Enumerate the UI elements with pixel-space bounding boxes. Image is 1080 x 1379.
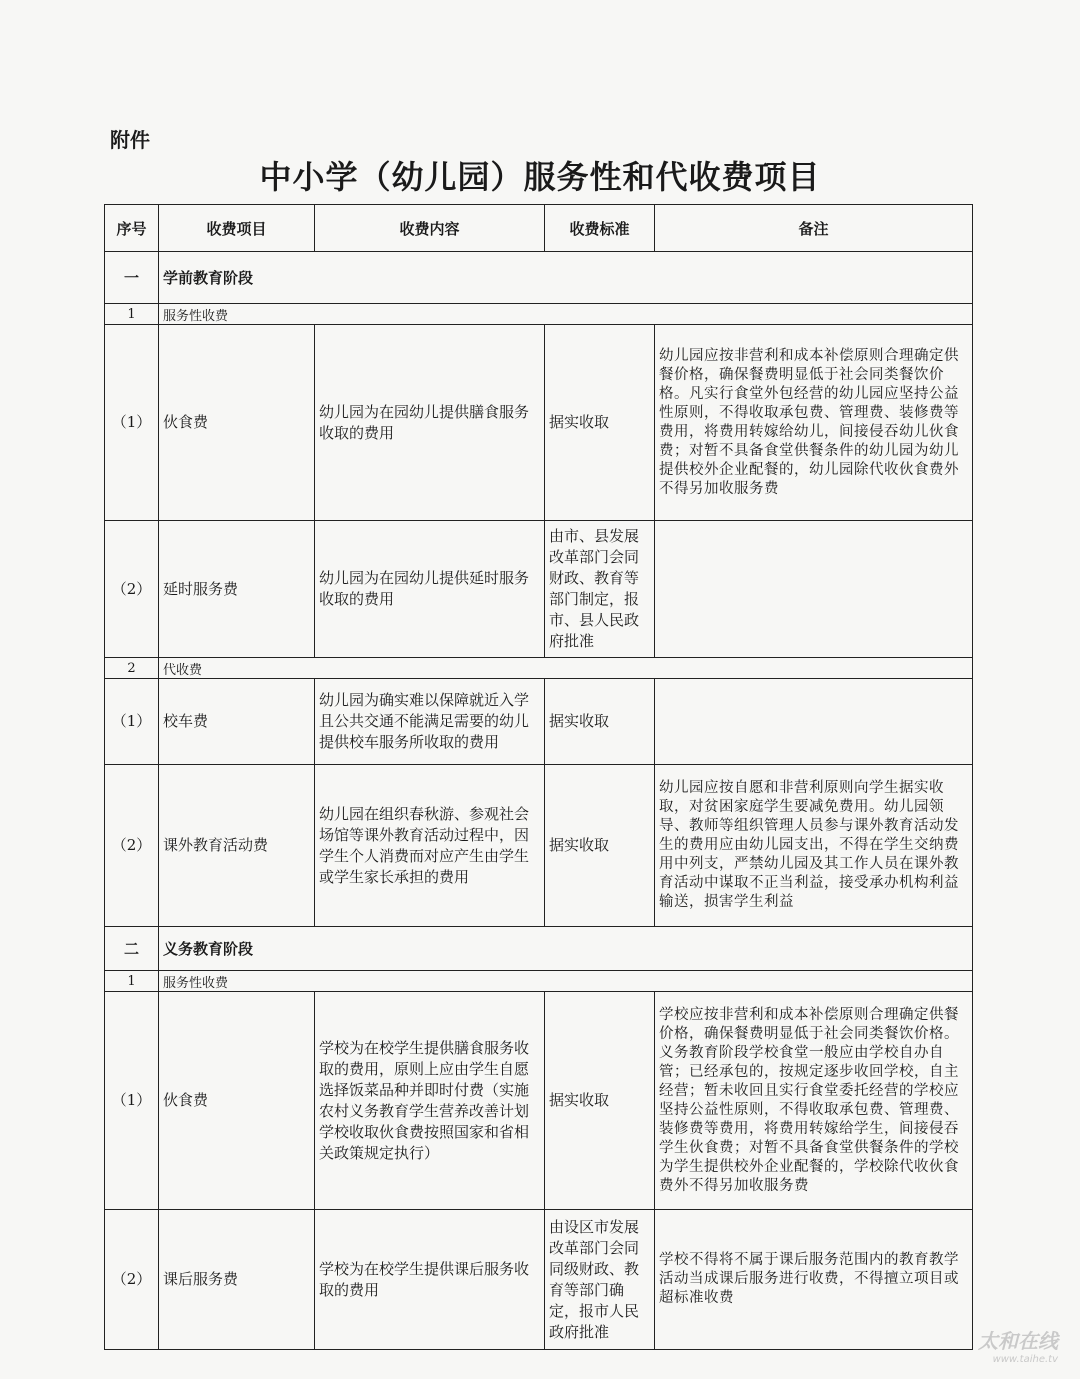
header-no: 序号 [105, 205, 159, 252]
row-content: 学校为在校学生提供膳食服务收取的费用，原则上应由学生自愿选择饭菜品种并即时付费（实施农村义务教育学生营养改善计划学校收取伙食费按照国家和省相关政策规定执行） [315, 992, 545, 1210]
row-item: 课外教育活动费 [159, 765, 315, 927]
section-name: 义务教育阶段 [159, 927, 973, 971]
row-no: （2） [105, 521, 159, 658]
row-content: 幼儿园为在园幼儿提供延时服务收取的费用 [315, 521, 545, 658]
row-no: （1） [105, 679, 159, 765]
table-row [105, 521, 973, 658]
table-row [105, 992, 973, 1210]
section-row [105, 252, 973, 304]
row-content: 学校为在校学生提供课后服务收取的费用 [315, 1210, 545, 1350]
header-note: 备注 [655, 205, 973, 252]
section-row [105, 927, 973, 971]
row-standard: 据实收取 [545, 679, 655, 765]
section-name: 学前教育阶段 [159, 252, 973, 304]
row-note: 幼儿园应按非营利和成本补偿原则合理确定供餐价格，确保餐费明显低于社会同类餐饮价格。凡实行食堂外包经营的幼儿园应坚持公益性原则，不得收取承包费、管理费、装修费等费用，将费用转嫁给幼儿，间接侵吞幼儿伙食费；对暂不具备食堂供餐条件的幼儿园为幼儿提供校外企业配餐的，幼儿园除代收伙食费外不得另加收服务费 [655, 325, 973, 521]
group-name: 代收费 [159, 658, 973, 679]
group-no: 2 [105, 658, 159, 679]
row-note [655, 679, 973, 765]
row-item: 伙食费 [159, 325, 315, 521]
row-item: 校车费 [159, 679, 315, 765]
row-note: 学校应按非营利和成本补偿原则合理确定供餐价格，确保餐费明显低于社会同类餐饮价格。义务教育阶段学校食堂一般应由学校自办自管；已经承包的，按规定逐步收回学校，自主经营；暂未收回且实行食堂委托经营的学校应坚持公益性原则，不得收取承包费、管理费、装修费等费用，将费用转嫁给学生，间接侵吞学生伙食费；对暂不具备食堂供餐条件的学校为学生提供校外企业配餐的，学校除代收伙食费外不得另加收服务费 [655, 992, 973, 1210]
group-name: 服务性收费 [159, 304, 973, 325]
row-item: 课后服务费 [159, 1210, 315, 1350]
table-row [105, 765, 973, 927]
header-content: 收费内容 [315, 205, 545, 252]
row-standard: 据实收取 [545, 765, 655, 927]
fee-table [104, 204, 973, 1350]
watermark-name: 太和在线 [978, 1329, 1058, 1353]
row-no: （2） [105, 1210, 159, 1350]
group-row [105, 304, 973, 325]
group-name: 服务性收费 [159, 971, 973, 992]
header-item: 收费项目 [159, 205, 315, 252]
row-standard: 由设区市发展改革部门会同同级财政、教育等部门确定，报市人民政府批准 [545, 1210, 655, 1350]
row-note [655, 521, 973, 658]
row-content: 幼儿园为确实难以保障就近入学且公共交通不能满足需要的幼儿提供校车服务所收取的费用 [315, 679, 545, 765]
table-header-row [105, 205, 973, 252]
group-row [105, 971, 973, 992]
row-content: 幼儿园为在园幼儿提供膳食服务收取的费用 [315, 325, 545, 521]
table-row [105, 325, 973, 521]
group-row [105, 658, 973, 679]
table-row [105, 1210, 973, 1350]
header-standard: 收费标准 [545, 205, 655, 252]
watermark-logo [978, 1325, 1058, 1365]
group-no: 1 [105, 971, 159, 992]
row-note: 幼儿园应按自愿和非营利原则向学生据实收取，对贫困家庭学生要减免费用。幼儿园领导、教师等组织管理人员参与课外教育活动发生的费用应由幼儿园支出，不得在学生交纳费用中列支，严禁幼儿园及其工作人员在课外教育活动中谋取不正当利益，接受承办机构利益输送，损害学生利益 [655, 765, 973, 927]
row-note: 学校不得将不属于课后服务范围内的教育教学活动当成课后服务进行收费，不得擅立项目或超标准收费 [655, 1210, 973, 1350]
watermark-url: www.taihe.tv [992, 1354, 1058, 1365]
row-content: 幼儿园在组织春秋游、参观社会场馆等课外教育活动过程中，因学生个人消费而对应产生由学生或学生家长承担的费用 [315, 765, 545, 927]
row-no: （1） [105, 992, 159, 1210]
table-row [105, 679, 973, 765]
attachment-label: 附件 [110, 128, 150, 152]
section-no: 一 [105, 252, 159, 304]
row-standard: 由市、县发展改革部门会同财政、教育等部门制定，报市、县人民政府批准 [545, 521, 655, 658]
row-no: （1） [105, 325, 159, 521]
row-item: 伙食费 [159, 992, 315, 1210]
row-standard: 据实收取 [545, 992, 655, 1210]
row-standard: 据实收取 [545, 325, 655, 521]
group-no: 1 [105, 304, 159, 325]
row-item: 延时服务费 [159, 521, 315, 658]
row-no: （2） [105, 765, 159, 927]
section-no: 二 [105, 927, 159, 971]
document-title: 中小学（幼儿园）服务性和代收费项目 [259, 158, 821, 196]
